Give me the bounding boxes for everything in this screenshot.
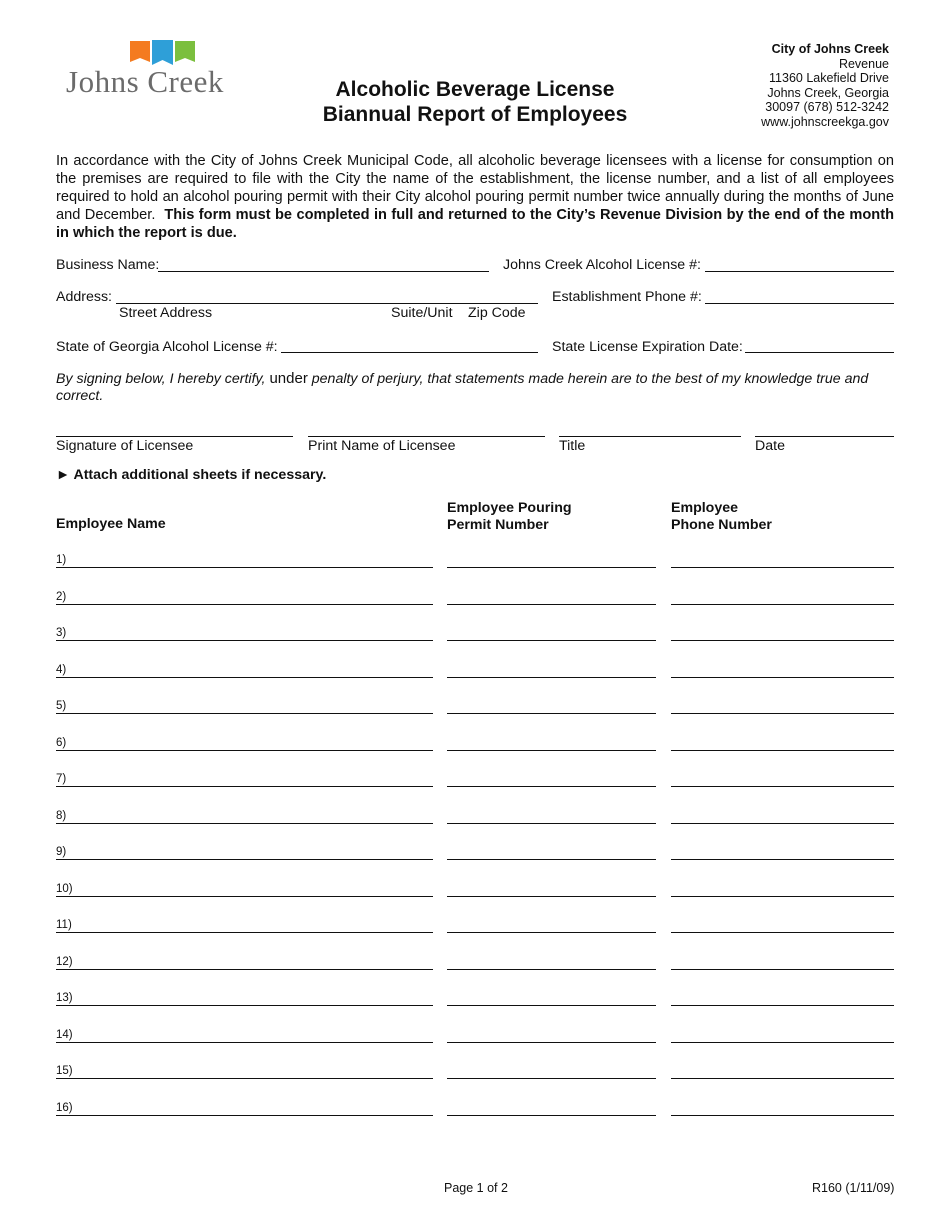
row-number: 16) [56,1102,73,1114]
permit-number-field[interactable] [447,932,656,933]
employee-name-field[interactable] [56,786,433,787]
permit-number-field[interactable] [447,1115,656,1116]
phone-number-field[interactable] [671,1005,894,1006]
col-header-phone-line-2: Phone Number [671,517,772,533]
row-number: 1) [56,554,67,566]
phone-number-field[interactable] [671,567,894,568]
phone-number-field[interactable] [671,969,894,970]
employee-name-field[interactable] [56,1042,433,1043]
employee-name-field[interactable] [56,896,433,897]
ga-license-label: State of Georgia Alcohol License #: [56,339,278,355]
permit-number-field[interactable] [447,823,656,824]
row-number: 7) [56,773,67,785]
permit-number-field[interactable] [447,969,656,970]
col-header-phone [671,500,772,534]
phone-number-field[interactable] [671,1078,894,1079]
attach-sheets-note: ► Attach additional sheets if necessary. [56,467,327,483]
signature-caption: Signature of Licensee [56,438,194,454]
row-number: 5) [56,700,67,712]
establishment-phone-label: Establishment Phone #: [552,289,702,305]
employee-name-field[interactable] [56,1115,433,1116]
row-number: 6) [56,737,67,749]
row-number: 4) [56,664,67,676]
permit-number-field[interactable] [447,567,656,568]
employee-name-field[interactable] [56,859,433,860]
employee-name-field[interactable] [56,823,433,824]
row-number: 3) [56,627,67,639]
col-header-phone-line-1: Employee [671,500,739,516]
row-number: 10) [56,883,73,895]
row-number: 13) [56,992,73,1004]
phone-number-field[interactable] [671,823,894,824]
form-title [300,77,650,127]
certification-statement [56,370,886,405]
col-header-permit-line-1: Employee Pouring [447,500,572,516]
permit-number-field[interactable] [447,750,656,751]
permit-number-field[interactable] [447,640,656,641]
cert-text-pre: By signing below, I hereby certify, [56,371,270,387]
row-number: 12) [56,956,73,968]
employee-name-field[interactable] [56,932,433,933]
phone-number-field[interactable] [671,786,894,787]
business-name-field[interactable] [158,271,489,272]
establishment-phone-field[interactable] [705,303,894,304]
permit-number-field[interactable] [447,786,656,787]
employee-name-field[interactable] [56,969,433,970]
date-field[interactable] [755,436,894,437]
employee-name-field[interactable] [56,1078,433,1079]
title-field[interactable] [559,436,741,437]
title-line-2: Biannual Report of Employees [322,103,628,126]
row-number: 8) [56,810,67,822]
permit-number-field[interactable] [447,859,656,860]
phone-number-field[interactable] [671,1115,894,1116]
logo-flag-3 [175,41,195,62]
form-id: R160 (1/11/09) [812,1181,895,1195]
page-number: Page 1 of 2 [444,1181,508,1195]
ga-license-field[interactable] [281,352,538,353]
permit-number-field[interactable] [447,604,656,605]
employee-name-field[interactable] [56,604,433,605]
suite-unit-caption: Suite/Unit [391,305,453,321]
date-caption: Date [755,438,785,454]
permit-number-field[interactable] [447,1005,656,1006]
address-city: Johns Creek, Georgia [767,85,889,100]
row-number: 2) [56,591,67,603]
phone-number-field[interactable] [671,713,894,714]
address-dept: Revenue [838,56,889,71]
print-name-field[interactable] [308,436,545,437]
permit-number-field[interactable] [447,713,656,714]
intro-paragraph [56,152,894,242]
logo-flag-1 [130,41,150,62]
state-expiration-field[interactable] [745,352,894,353]
cert-text-em: under [269,370,308,387]
col-header-permit-line-2: Permit Number [447,517,549,533]
title-line-1: Alcoholic Beverage License [335,78,615,101]
intro-text: In accordance with the City of Johns Creek Municipal Code, all alcoholic beverage licensees with a license for consumption on the premises are required to file with the City the name of the establishment, the license number, and a list of all employees required to hold an alcohol pouring permit with their City alcohol pouring permit number twice annually during the months of June and December. [56,153,894,223]
row-number: 11) [56,919,72,931]
phone-number-field[interactable] [671,1042,894,1043]
employee-name-field[interactable] [56,1005,433,1006]
phone-number-field[interactable] [671,604,894,605]
jc-license-field[interactable] [705,271,894,272]
phone-number-field[interactable] [671,859,894,860]
address-street: 11360 Lakefield Drive [769,71,889,85]
employee-name-field[interactable] [56,750,433,751]
col-header-permit [447,500,572,534]
state-expiration-label: State License Expiration Date: [552,339,743,355]
title-caption: Title [559,438,586,454]
jc-license-label: Johns Creek Alcohol License #: [503,257,701,273]
logo-wordmark: Johns Creek [66,64,224,99]
phone-number-field[interactable] [671,640,894,641]
business-name-label: Business Name: [56,257,160,273]
print-name-caption: Print Name of Licensee [308,438,456,454]
phone-number-field[interactable] [671,896,894,897]
phone-number-field[interactable] [671,932,894,933]
cert-text-post: penalty of perjury, that statements made herein are to the best of my knowledge true and correct. [56,371,869,404]
intro-bold-text: This form must be completed in full and returned to the City’s Revenue Division by the end of the month in which the report is due. [56,207,895,241]
phone-number-field[interactable] [671,750,894,751]
address-label: Address: [56,289,112,305]
city-address-block [761,42,889,129]
row-number: 9) [56,846,67,858]
permit-number-field[interactable] [447,677,656,678]
row-number: 14) [56,1029,73,1041]
employee-name-field[interactable] [56,640,433,641]
phone-number-field[interactable] [671,677,894,678]
city-logo [66,38,261,100]
permit-number-field[interactable] [447,1078,656,1079]
row-number: 15) [56,1065,73,1077]
employee-name-field[interactable] [56,677,433,678]
permit-number-field[interactable] [447,1042,656,1043]
logo-flag-2 [152,40,173,65]
permit-number-field[interactable] [447,896,656,897]
zip-code-caption: Zip Code [468,305,526,321]
employee-name-field[interactable] [56,567,433,568]
address-zip-phone: 30097 (678) 512-3242 [765,100,889,114]
signature-field[interactable] [56,436,293,437]
employee-name-field[interactable] [56,713,433,714]
address-field[interactable] [116,303,538,304]
address-web: www.johnscreekga.gov [761,114,889,129]
street-address-caption: Street Address [119,305,213,321]
col-header-employee-name: Employee Name [56,516,166,532]
address-org: City of Johns Creek [771,42,889,56]
